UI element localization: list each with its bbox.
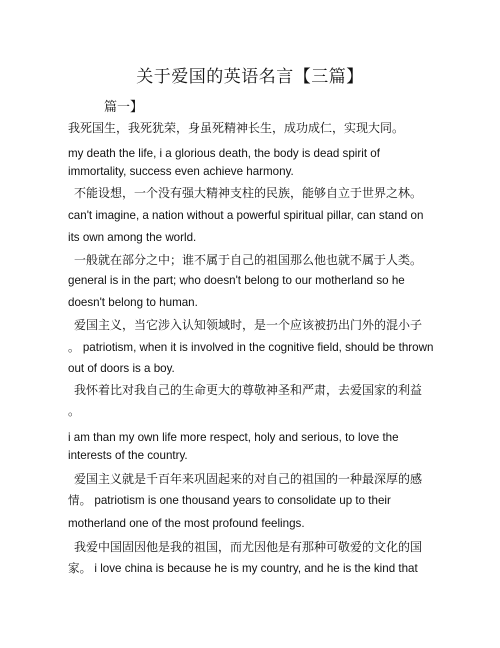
text-line: out of doors is a boy. bbox=[68, 362, 175, 375]
text-line: i am than my own life more respect, holy and serious, to love the bbox=[68, 431, 399, 444]
text-line: 我怀着比对我自己的生命更大的尊敬神圣和严肃，去爱国家的利益 bbox=[74, 383, 423, 397]
document-title: 关于爱国的英语名言【三篇】 bbox=[136, 67, 364, 87]
text-line: 一般就在部分之中；谁不属于自己的祖国那么他也就不属于人类。 bbox=[74, 253, 423, 267]
text-line: 我死国生，我死犹荣，身虽死精神长生，成功成仁，实现大同。 bbox=[68, 121, 405, 135]
text-line: 。 patriotism, when it is involved in the cognitive field, should be thrown bbox=[68, 341, 434, 354]
text-line: 我爱中国固因他是我的祖国，而尤因他是有那种可敬爱的文化的国 bbox=[74, 540, 423, 554]
text-line: motherland one of the most profound feelings. bbox=[68, 517, 305, 530]
section-heading: 篇一】 bbox=[104, 100, 144, 115]
text-line: 家。 i love china is because he is my country, and he is the kind that bbox=[68, 562, 418, 575]
text-line: 爱国主义就是千百年来巩固起来的对自己的祖国的一种最深厚的感 bbox=[74, 472, 423, 486]
text-line: 情。 patriotism is one thousand years to consolidate up to their bbox=[68, 494, 391, 507]
text-line: interests of the country. bbox=[68, 449, 188, 462]
text-line: 不能设想，一个没有强大精神支柱的民族，能够自立于世界之林。 bbox=[74, 186, 423, 200]
text-line: its own among the world. bbox=[68, 231, 197, 244]
text-line: general is in the part; who doesn't belong to our motherland so he bbox=[68, 274, 405, 287]
text-line: 爱国主义，当它涉入认知领域时，是一个应该被扔出门外的混小子 bbox=[74, 318, 423, 332]
text-line: my death the life, i a glorious death, the body is dead spirit of bbox=[68, 147, 380, 160]
text-line: 。 bbox=[68, 404, 81, 418]
text-line: can't imagine, a nation without a powerful spiritual pillar, can stand on bbox=[68, 209, 424, 222]
text-line: immortality, success even achieve harmony. bbox=[68, 165, 294, 178]
text-line: doesn't belong to human. bbox=[68, 296, 198, 309]
